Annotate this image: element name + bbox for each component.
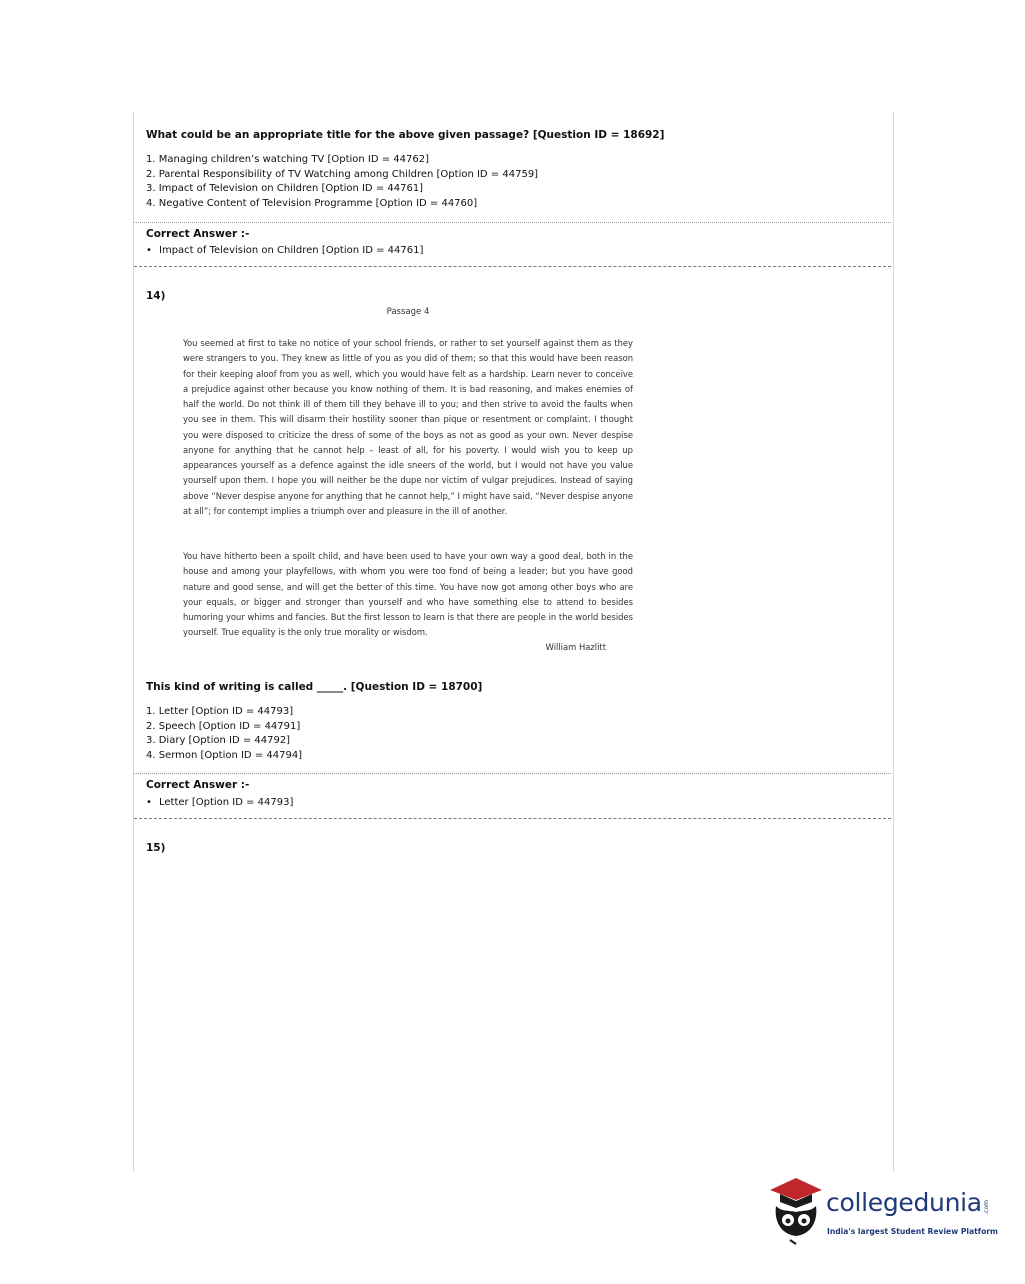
bullet-icon: • <box>146 245 152 256</box>
correct-answer-item <box>146 245 423 256</box>
passage-paragraph-2: You have hitherto been a spoilt child, and have been used to have your own way a good deal, both in the house and among your playfellows, with whom you were too fond of being a leader; but you have good nature and good sense, and will get the better of this time. You have now got among other boys who are your equals, or bigger and stronger than yourself and who have something else to attend to besides humoring your whims and fancies. But the first lesson to learn is that there are people in the world besides yourself. True equality is the only true morality or wisdom. <box>183 551 633 638</box>
correct-answer-text: Letter [Option ID = 44793] <box>159 797 294 808</box>
brand-com: .com <box>983 1200 990 1215</box>
option-item: 1. Letter [Option ID = 44793] <box>146 706 294 717</box>
question-number: 15) <box>146 842 166 854</box>
passage-paragraph-1: You seemed at first to take no notice of your school friends, or rather to set yourself against them as they were strangers to you. They knew as little of you as you did of them; so that this would have been reason for their keeping aloof from you as well, which you would have felt as a hardship. Learn never to conceive a prejudice against other because you know nothing of them. It is bad reasoning, and makes enemies of half the world. Do not think ill of them till they behave ill to you; and then strive to avoid the faults when you see in them. This will disarm their hostility sooner than pique or resentment or complaint. I thought you were disposed to criticize the dress of some of the boys as not as good as your own. Never despise anyone for anything that he cannot help – least of all, for his poverty. I would wish you to keep up appearances yourself as a defence against the idle sneers of the world, but I would not have you value yourself upon them. I hope you will neither be the dupe nor victim of vulgar prejudices. Instead of saying above “Never despise anyone for anything that he cannot help,” I might have said, “Never despise anyone at all”; for contempt implies a triumph over and pleasure in the ill of another. <box>183 338 633 516</box>
divider <box>134 222 891 223</box>
question-divider <box>134 818 891 819</box>
bullet-icon: • <box>146 797 152 808</box>
correct-answer-text: Impact of Television on Children [Option ID = 44761] <box>159 245 424 256</box>
question-14-options <box>146 705 302 764</box>
passage-title: Passage 4 <box>386 307 430 317</box>
question-14-text: This kind of writing is called _____. [Question ID = 18700] <box>146 681 483 693</box>
correct-answer-label: Correct Answer :- <box>146 779 250 791</box>
option-item: 2. Parental Responsibility of TV Watching among Children [Option ID = 44759] <box>146 168 539 180</box>
brand-tagline: India's largest Student Review Platform <box>827 1227 998 1236</box>
question-number: 14) <box>146 290 166 302</box>
passage-author: William Hazlitt <box>545 642 606 652</box>
divider <box>134 773 891 774</box>
option-item: 3. Diary [Option ID = 44792] <box>146 735 291 747</box>
brand-name: collegedunia <box>826 1188 982 1217</box>
question-divider <box>134 266 891 267</box>
option-item: 4. Sermon [Option ID = 44794] <box>146 750 303 762</box>
option-item: 1. Managing children’s watching TV [Option ID = 44762] <box>146 154 430 165</box>
correct-answer-label: Correct Answer :- <box>146 228 250 240</box>
collegedunia-mascot-icon <box>766 1176 826 1248</box>
page-frame <box>133 112 894 1172</box>
option-item: 4. Negative Content of Television Programme [Option ID = 44760] <box>146 198 478 210</box>
question-13-options <box>146 153 538 212</box>
correct-answer-item <box>146 797 293 808</box>
option-item: 3. Impact of Television on Children [Option ID = 44761] <box>146 183 424 195</box>
question-13-text: What could be an appropriate title for the above given passage? [Question ID = 18692] <box>146 129 665 141</box>
option-item: 2. Speech [Option ID = 44791] <box>146 720 301 732</box>
